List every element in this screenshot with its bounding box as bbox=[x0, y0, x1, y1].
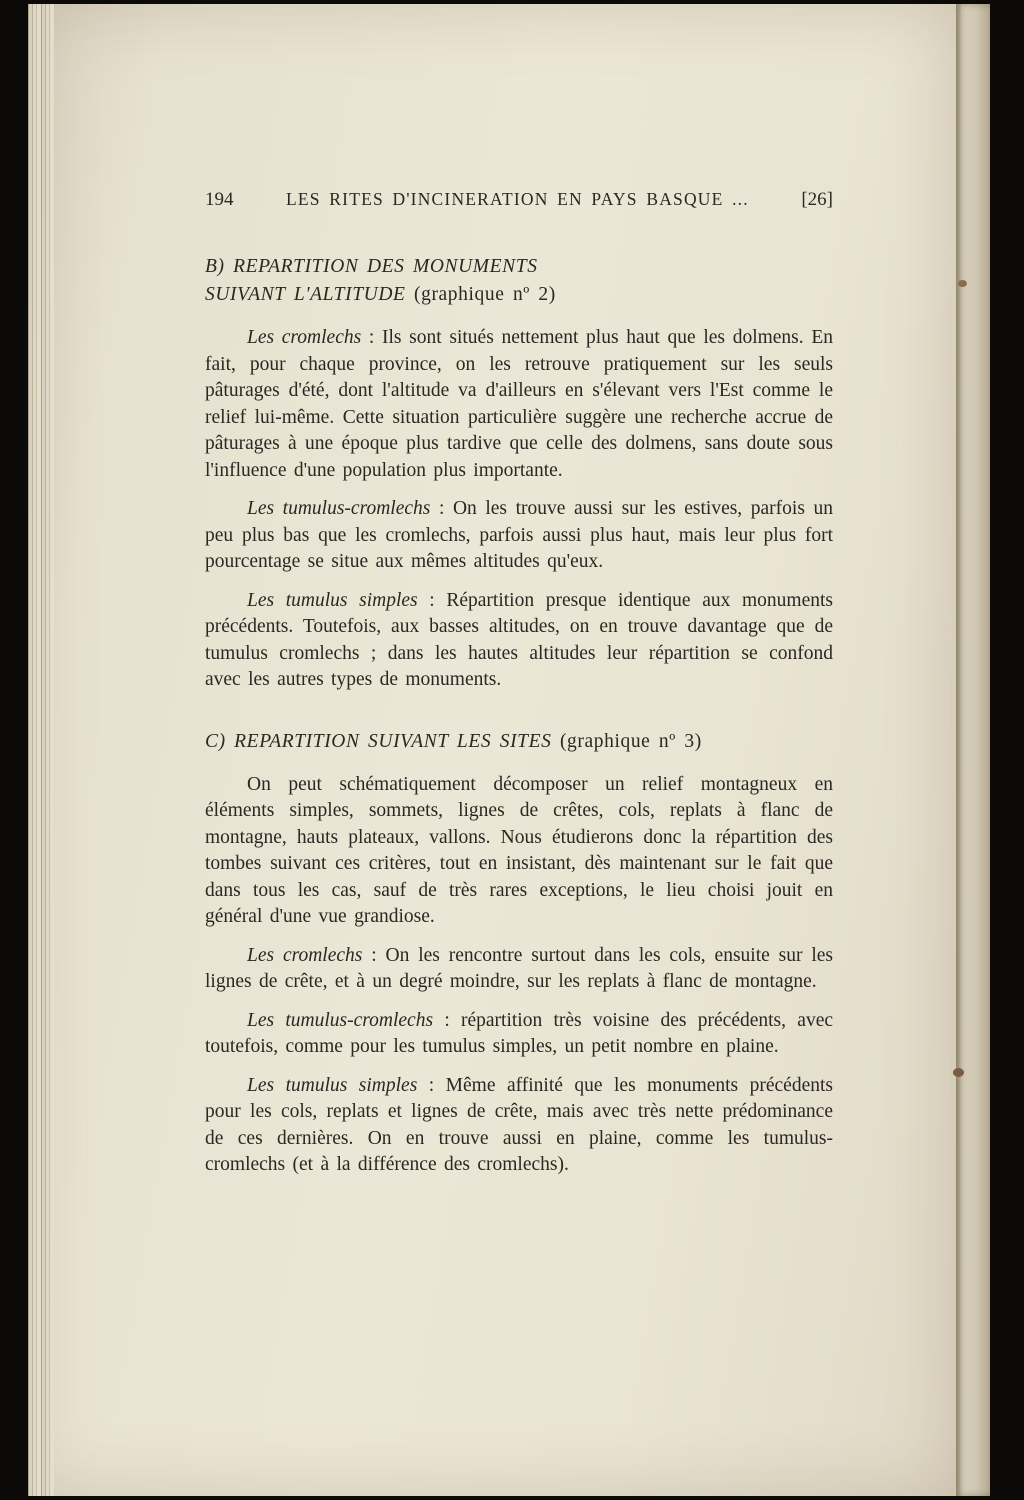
paragraph-text: : Même affinité que les monuments précédents pour les cols, replats et lignes de crête, mais avec très nette prédominance de ces dernières. On en trouve aussi en plaine, comme les tumulus-cromlechs (et à la différence des cromlechs). bbox=[205, 1074, 833, 1175]
paragraph-lead: Les tumulus-cromlechs bbox=[247, 1009, 434, 1031]
paragraph-lead: Les tumulus simples bbox=[247, 1074, 418, 1096]
paragraph-text: : On les rencontre surtout dans les cols, ensuite sur les lignes de crête, et à un degré moindre, sur les replats à flanc de montagne. bbox=[205, 944, 834, 992]
section-c-heading-graphique-ref: (graphique nº 3) bbox=[559, 730, 702, 752]
page-stack-edges bbox=[28, 4, 54, 1496]
section-b-heading bbox=[205, 253, 833, 309]
paragraph-tumulus-simples-altitude bbox=[205, 588, 833, 694]
paragraph-tumulus-cromlechs-altitude bbox=[205, 496, 833, 576]
section-c-heading-title: C) REPARTITION SUIVANT LES SITES bbox=[205, 730, 552, 752]
page-blemish bbox=[953, 1068, 964, 1077]
paragraph-text: : Ils sont situés nettement plus haut que les dolmens. En fait, pour chaque province, on les retrouve pratiquement sur les seuls pâturages d'été, dont l'altitude va d'ailleurs en s'élevant vers l'Est comme le relief lui-même. Cette situation particulière suggère une recherche accrue de pâturages à une époque plus tardive que celle des dolmens, sans doute sous l'influence d'une population plus importante. bbox=[205, 327, 833, 481]
page-blemish bbox=[958, 280, 967, 287]
paragraph-tumulus-simples-sites bbox=[205, 1073, 833, 1179]
page-number: 194 bbox=[205, 189, 234, 210]
paragraph-lead: Les tumulus-cromlechs bbox=[247, 498, 431, 519]
section-c-heading bbox=[205, 728, 833, 756]
paragraph-tumulus-cromlechs-sites bbox=[205, 1008, 833, 1061]
section-b-heading-graphique-ref: (graphique nº 2) bbox=[414, 284, 556, 305]
next-page-edge bbox=[956, 4, 990, 1496]
paragraph-text: : répartition très voisine des précédents, avec toutefois, comme pour les tumulus simples, un petit nombre en plaine. bbox=[205, 1009, 834, 1057]
page-content bbox=[205, 0, 833, 1179]
paragraph-lead: Les cromlechs bbox=[247, 944, 363, 966]
paragraph-lead: Les cromlechs bbox=[247, 327, 362, 348]
paragraph-text: On peut schématiquement décomposer un relief montagneux en éléments simples, sommets, lignes de crêtes, cols, replats à flanc de montagne, hauts plateaux, vallons. Nous étudierons donc la répartition des tombes suivant ces critères, tout en insistant, dès maintenant sur le fait que dans tous les cas, sauf de très rares exceptions, le lieu choisi jouit en général d'une vue grandiose. bbox=[205, 773, 833, 927]
paragraph-sites-intro bbox=[205, 772, 833, 931]
margin-reference: [26] bbox=[801, 189, 833, 210]
paragraph-text: : On les trouve aussi sur les estives, parfois un peu plus bas que les cromlechs, parfois aussi plus haut, mais leur plus fort pourcentage se situe aux mêmes altitudes qu'eux. bbox=[205, 498, 833, 572]
paragraph-lead: Les tumulus simples bbox=[247, 589, 418, 611]
paragraph-text: : Répartition presque identique aux monuments précédents. Toutefois, aux basses altitudes, on en trouve davantage que de tumulus cromlechs ; dans les hautes altitudes leur répartition se confond avec les autres types de monuments. bbox=[205, 589, 833, 690]
running-title: LES RITES D'INCINERATION EN PAYS BASQUE ... bbox=[286, 189, 749, 209]
running-header bbox=[205, 186, 833, 213]
paragraph-cromlechs-sites bbox=[205, 943, 833, 996]
section-b-heading-line2: SUIVANT L'ALTITUDE bbox=[205, 284, 406, 305]
paragraph-cromlechs-altitude bbox=[205, 325, 833, 484]
section-b-heading-line1: B) REPARTITION DES MONUMENTS bbox=[205, 256, 538, 277]
